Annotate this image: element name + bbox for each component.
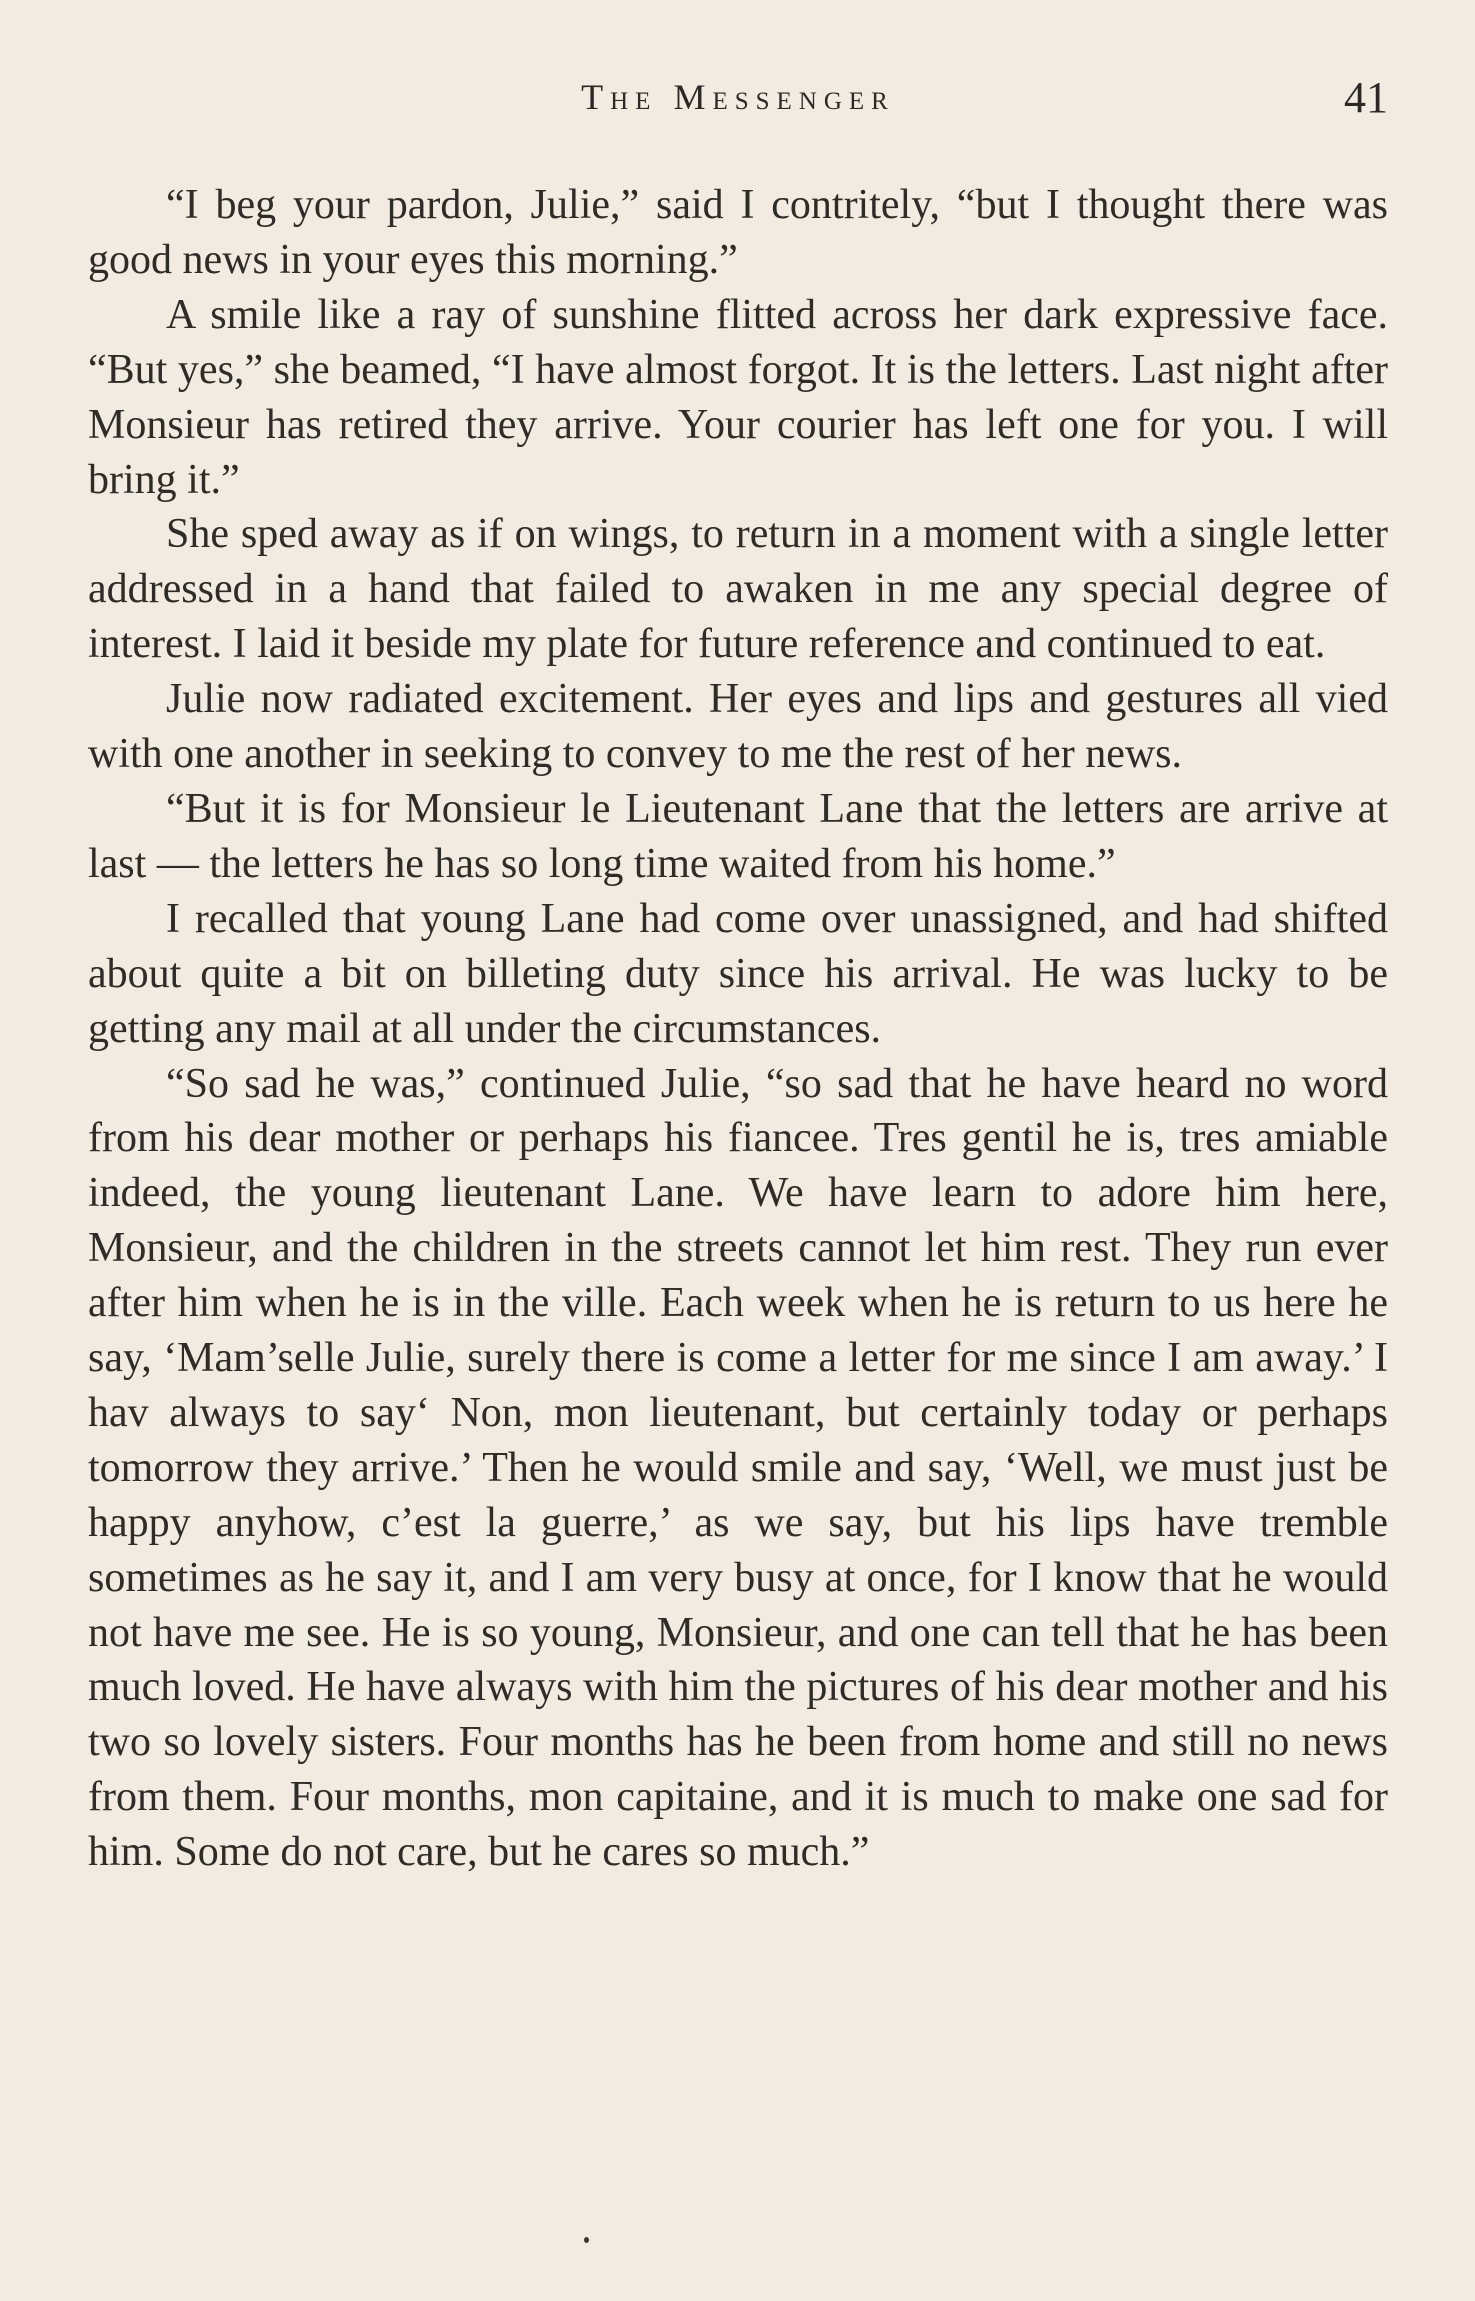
paragraph: I recalled that young Lane had come over unassigned, and had shifted about quite a bit on billeting duty since his arrival. He was lucky to be getting any mail at all under the circumstances. [88, 895, 1388, 1052]
print-speck [584, 2237, 589, 2243]
running-head [88, 72, 1388, 132]
paragraph: “I beg your pardon, Julie,” said I contritely, “but I thought there was good news in your eyes this morning.” [88, 182, 1388, 283]
paragraph: She sped away as if on wings, to return in a moment with a single letter addressed in a hand that failed to awaken in me any special degree of interest. I laid it beside my plate for future reference and continued to eat. [88, 511, 1388, 668]
paragraph: “So sad he was,” continued Julie, “so sad that he have heard no word from his dear mother or perhaps his fiancee. Tres gentil he is, tres amiable indeed, the young lieutenant Lane. We have learn to adore him here, Monsieur, and the children in the streets cannot let him rest. They run ever after him when he is in the ville. Each week when he is return to us here he say, ‘Mam’selle Julie, surely there is come a letter for me since I am away.’ I hav always to say‘ Non, mon lieutenant, but certainly today or perhaps tomorrow they arrive.’ Then he would smile and say, ‘Well, we must just be happy anyhow, c’est la guerre,’ as we say, but his lips have tremble sometimes as he say it, and I am very busy at once, for I know that he would not have me see. He is so young, Monsieur, and one can tell that he has been much loved. He have always with him the pictures of his dear mother and his two so lovely sisters. Four months has he been from home and still no news from them. Four months, mon capitaine, and it is much to make one sad for him. Some do not care, but he cares so much.” [88, 1060, 1388, 1876]
running-title: The Messenger [581, 77, 895, 117]
paragraph: “But it is for Monsieur le Lieutenant Lane that the letters are arrive at last — the letters he has so long time waited from his home.” [88, 785, 1388, 887]
paragraph: Julie now radiated excitement. Her eyes and lips and gestures all vied with one another in seeking to convey to me the rest of her news. [88, 676, 1388, 778]
page-number: 41 [1344, 73, 1388, 122]
body-text [88, 178, 1388, 1880]
paragraph: A smile like a ray of sunshine flitted across her dark expressive face. “But yes,” she beamed, “I have almost forgot. It is the letters. Last night after Monsieur has retired they arrive. Your courier has left one for you. I will bring it.” [88, 291, 1388, 503]
